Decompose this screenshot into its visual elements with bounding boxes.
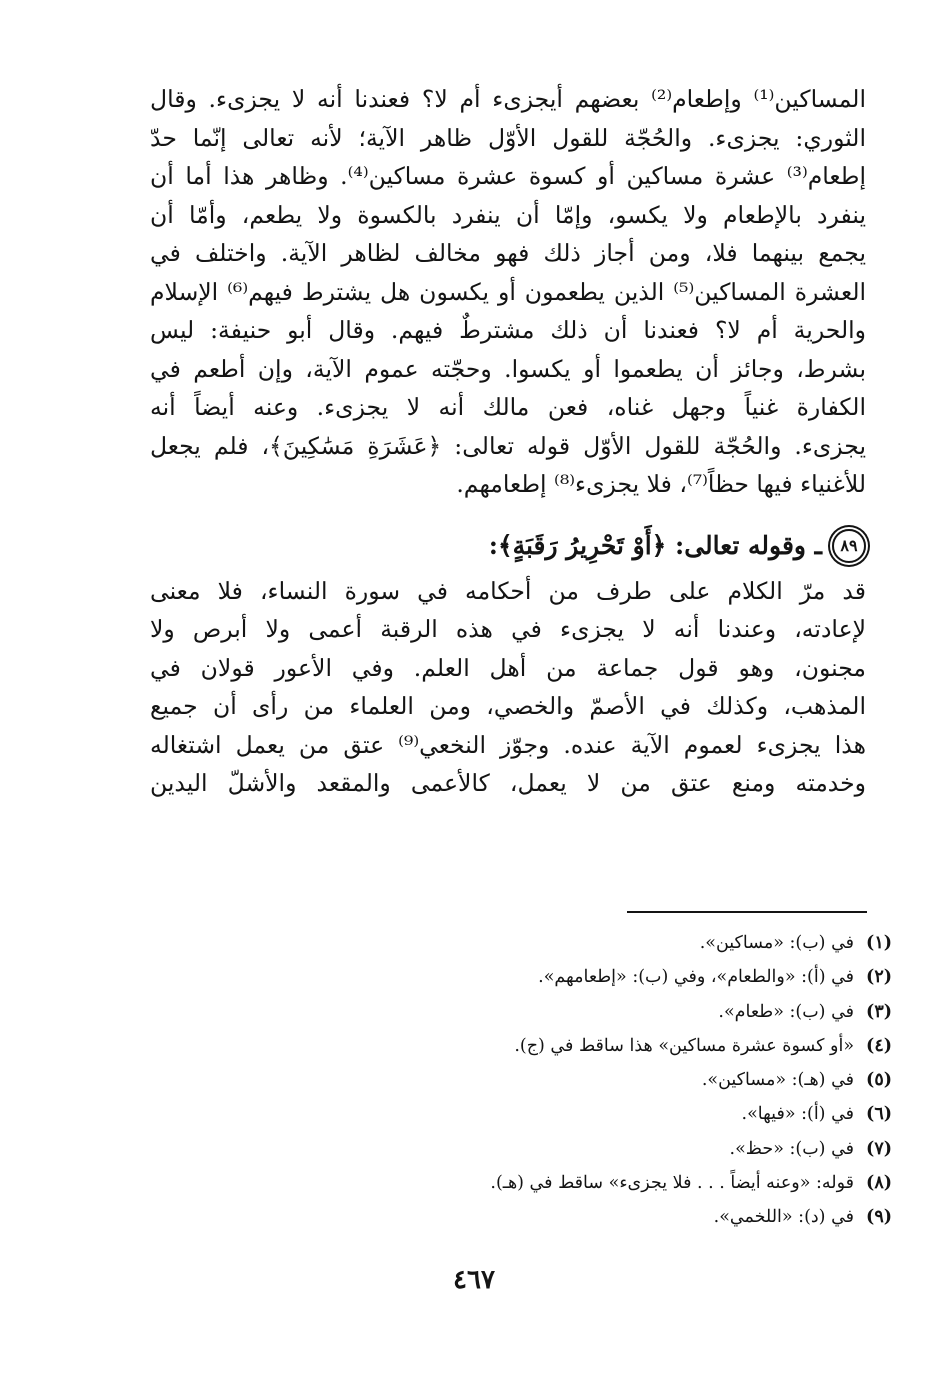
text-line: بشرط، وجائز أن يطعموا أو يكسوا. وحجّته عموم الآية، وإن أطعم في — [150, 354, 866, 383]
footnote — [490, 995, 892, 1029]
footnote-number: (٧) — [866, 1138, 892, 1159]
section-heading — [150, 526, 866, 566]
text-line: ينفرد بالإطعام ولا يكسو، وإمّا أن ينفرد بالكسوة ولا يطعم، وأمّا أن — [150, 200, 866, 229]
footnote — [490, 926, 892, 960]
text-line: إطعام⁽³⁾ عشرة مساكين أو كسوة عشرة مساكين⁽⁴⁾. وظاهر هذا أما أن — [150, 162, 866, 190]
footnote-number: (٥) — [866, 1070, 892, 1091]
footnote-text: في (أ): «والطعام»، وفي (ب): «إطعامهم». — [538, 967, 855, 988]
footnote — [490, 1132, 892, 1166]
footnote-number: (٨) — [866, 1173, 892, 1194]
text-line: الثوري: يجزىء. والحُجّة للقول الأوّل ظاهر الآية؛ لأنه تعالى إنّما حدّ — [150, 123, 866, 152]
footnote — [490, 1063, 892, 1097]
text-line: المذهب، وكذلك في الأصمّ والخصي، ومن العلماء من رأى أن جميع — [150, 692, 866, 720]
footnote-text: في (أ): «فيها». — [741, 1104, 855, 1125]
heading-text: ـ وقوله تعالى: ﴿أَوْ تَحْرِيرُ رَقَبَةٍ﴾: — [488, 530, 822, 560]
footnote-text: قوله: «وعنه أيضاً . . . فلا يجزىء» ساقط في (هـ). — [490, 1173, 855, 1194]
text-line: والحرية أم لا؟ فعندنا أن ذلك مشترطٌ فيهم. وقال أبو حنيفة: ليس — [150, 316, 866, 344]
footnote-text: في (د): «اللخمي». — [713, 1207, 855, 1228]
footnote-number: (٦) — [866, 1104, 892, 1125]
text-line: يجمع بينهما فلا، ومن أجاز ذلك فهو مخالف لظاهر الآية. واختلف في — [150, 239, 866, 267]
page-number: ٤٦٧ — [453, 1265, 495, 1295]
footnotes — [490, 926, 892, 1235]
text-line: للأغنياء فيها حظاً⁽⁷⁾، فلا يجزىء⁽⁸⁾ إطعامهم. — [456, 470, 866, 498]
text-line: المساكين⁽¹⁾ وإطعام⁽²⁾ بعضهم أيجزىء أم لا؟ فعندنا أنه لا يجزىء. وقال — [150, 85, 866, 113]
footnote-number: (٢) — [866, 967, 892, 988]
footnote-divider — [627, 911, 867, 913]
footnote — [490, 960, 892, 994]
text-line: وخدمته ومنع عتق من لا يعمل، كالأعمى والمقعد والأشلّ اليدين — [150, 769, 866, 797]
footnote — [490, 1166, 892, 1200]
footnote-number: (١) — [866, 933, 892, 953]
main-text — [150, 80, 866, 803]
text-line: مجنون، وهو قول جماعة من أهل العلم. وفي الأعور قولان في — [150, 653, 866, 682]
text-line: العشرة المساكين⁽⁵⁾ الذين يطعمون أو يكسون هل يشترط فيهم⁽⁶⁾ الإسلام — [150, 277, 867, 306]
footnote-text: «أو كسوة عشرة مساكين» هذا ساقط في (ج). — [514, 1035, 855, 1056]
footnote-text: في (هـ): «مساكين». — [701, 1070, 855, 1091]
footnote — [490, 1200, 892, 1234]
text-line: يجزىء. والحُجّة للقول الأوّل قوله تعالى: ﴿عَشَرَةِ مَسَٰكِينَ﴾، فلم يجعل — [150, 431, 866, 460]
paragraph-1 — [150, 80, 866, 504]
footnote — [490, 1029, 892, 1063]
verse-number-badge: ٨٩ — [832, 529, 866, 563]
footnote-number: (٣) — [866, 1001, 892, 1022]
footnote — [490, 1097, 892, 1131]
text-line: الكفارة غنياً وجهل غناه، فعن مالك أنه لا يجزىء. وعنه أيضاً أنه — [150, 393, 866, 421]
text-line: هذا يجزىء لعموم الآية عنده. وجوّز النخعي⁽⁹⁾ عتق من يعمل اشتغاله — [150, 730, 866, 759]
footnote-number: (٩) — [866, 1207, 892, 1228]
text-line: قد مرّ الكلام على طرف من أحكامه في سورة النساء، فلا معنى — [150, 576, 866, 605]
text-line: لإعادته، وعندنا أنه لا يجزىء في هذه الرقبة أعمى ولا أبرص ولا — [150, 615, 866, 643]
footnote-number: (٤) — [866, 1035, 892, 1056]
paragraph-2 — [150, 572, 866, 803]
footnote-text: في (ب): «حظ». — [729, 1138, 855, 1159]
footnote-text: في (ب): «مساكين». — [699, 933, 855, 953]
footnote-text: في (ب): «طعام». — [718, 1001, 855, 1022]
